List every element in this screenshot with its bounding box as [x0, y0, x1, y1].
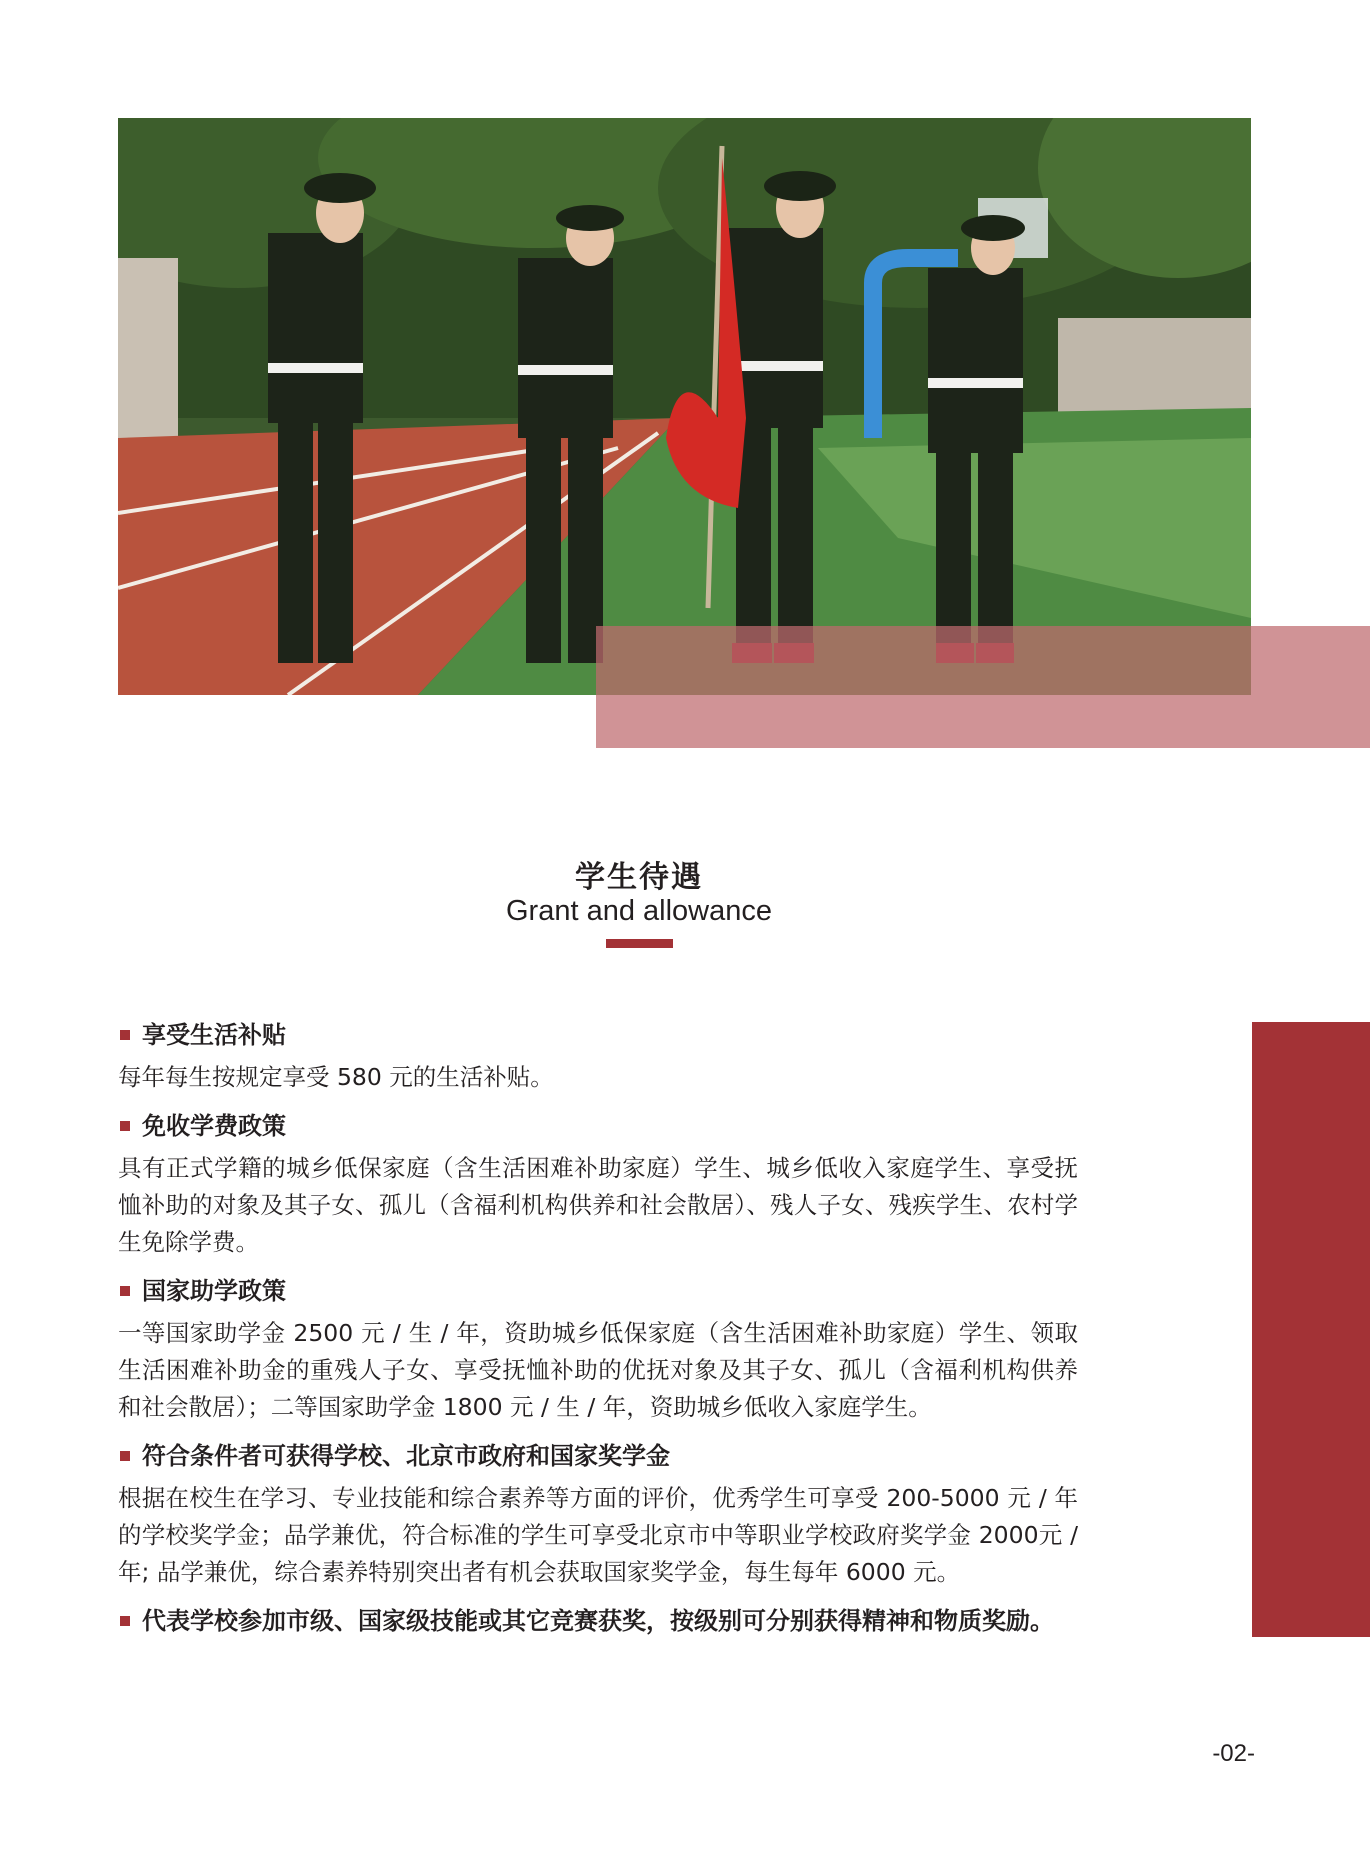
benefit-item-national-grant — [118, 1271, 1078, 1426]
benefits-list — [118, 1015, 1078, 1641]
benefit-item-living-allowance — [118, 1015, 1078, 1096]
benefit-title-text: 免收学费政策 — [142, 1112, 286, 1140]
decorative-accent-block — [596, 626, 1370, 748]
decorative-side-bar — [1252, 1022, 1370, 1637]
benefit-title-text: 代表学校参加市级、国家级技能或其它竞赛获奖，按级别可分别获得精神和物质奖励。 — [142, 1607, 1054, 1635]
square-bullet-icon — [120, 1451, 130, 1461]
benefit-body: 每年每生按规定享受 580 元的生活补贴。 — [118, 1063, 554, 1091]
section-title-en: Grant and allowance — [506, 895, 772, 927]
benefit-title — [118, 1015, 1078, 1055]
square-bullet-icon — [120, 1030, 130, 1040]
square-bullet-icon — [120, 1616, 130, 1626]
benefit-body: 一等国家助学金 2500 元 / 生 / 年，资助城乡低保家庭（含生活困难补助家庭）学生、领取生活困难补助金的重残人子女、享受抚恤补助的优抚对象及其子女、孤儿（含福利机构供养和社会散居）；二等国家助学金 1800 元 / 生 / 年，资助城乡低收入家庭学生。 — [118, 1319, 1078, 1421]
honor-guard-photo — [118, 118, 1251, 695]
photo-illustration — [118, 118, 1251, 695]
benefit-body: 根据在校生在学习、专业技能和综合素养等方面的评价，优秀学生可享受 200-5000 元 / 年的学校奖学金；品学兼优，符合标准的学生可享受北京市中等职业学校政府奖学金 2000元 / 年; 品学兼优，综合素养特别突出者有机会获取国家奖学金，每生每年 6000 元。 — [118, 1484, 1078, 1586]
square-bullet-icon — [120, 1121, 130, 1131]
benefit-item-tuition-waiver — [118, 1106, 1078, 1261]
section-title-cn: 学生待遇 — [575, 860, 703, 895]
benefit-title — [118, 1436, 1078, 1476]
square-bullet-icon — [120, 1286, 130, 1296]
benefit-item-competition-award — [118, 1601, 1078, 1641]
title-underline — [606, 939, 673, 948]
benefit-title-text: 符合条件者可获得学校、北京市政府和国家奖学金 — [142, 1442, 670, 1470]
benefit-title — [118, 1106, 1078, 1146]
benefit-title-text: 享受生活补贴 — [142, 1021, 286, 1049]
benefit-body: 具有正式学籍的城乡低保家庭（含生活困难补助家庭）学生、城乡低收入家庭学生、享受抚恤补助的对象及其子女、孤儿（含福利机构供养和社会散居）、残人子女、残疾学生、农村学生免除学费。 — [118, 1154, 1078, 1256]
benefit-item-scholarship — [118, 1436, 1078, 1591]
benefit-title-text: 国家助学政策 — [142, 1277, 286, 1305]
benefit-title — [118, 1271, 1078, 1311]
benefit-title — [118, 1601, 1078, 1641]
page-number: -02- — [1212, 1740, 1255, 1767]
